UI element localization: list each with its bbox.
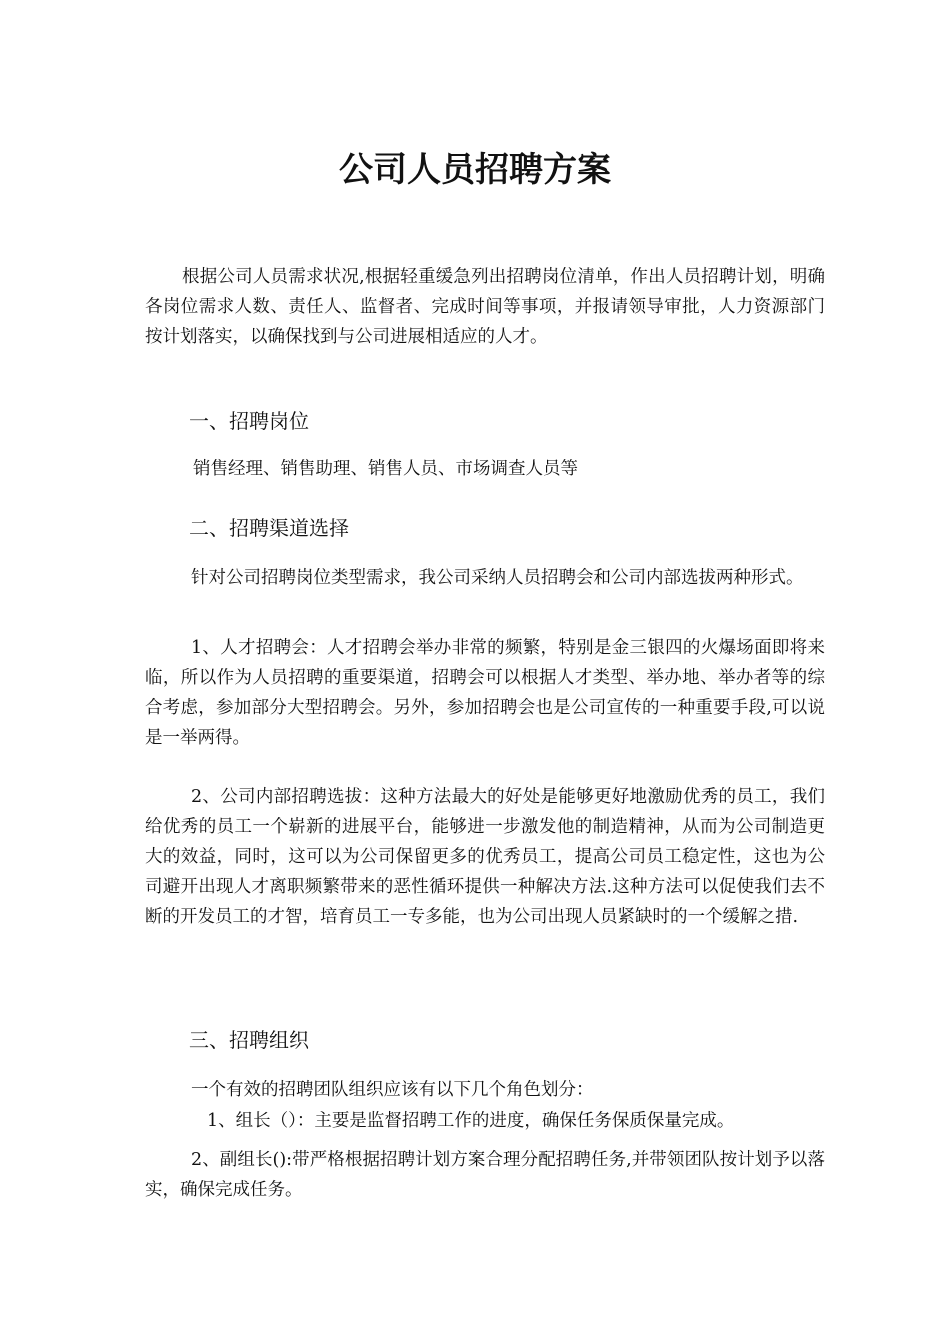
document-title: 公司人员招聘方案 (339, 150, 611, 190)
section-2-paragraph-1: 针对公司招聘岗位类型需求，我公司采纳人员招聘会和公司内部选拔两种形式。 (191, 568, 804, 588)
section-3-paragraph-3: 2、副组长():带严格根据招聘计划方案合理分配招聘任务,并带领团队按计划予以落实，确保完成任务。 (145, 1150, 825, 1200)
section-3-paragraph-1: 一个有效的招聘团队组织应该有以下几个角色划分： (191, 1080, 594, 1100)
section-3-heading: 三、招聘组织 (189, 1028, 309, 1052)
section-3-paragraph-2: 1、组长（）：主要是监督招聘工作的进度，确保任务保质保量完成。 (207, 1111, 735, 1131)
section-2-paragraph-2: 1、人才招聘会：人才招聘会举办非常的频繁，特别是金三银四的火爆场面即将来临，所以作为人员招聘的重要渠道，招聘会可以根据人才类型、举办地、举办者等的综合考虑，参加部分大型招聘会。另外，参加招聘会也是公司宣传的一种重要手段,可以说是一举两得。 (145, 638, 825, 748)
section-2-paragraph-3: 2、公司内部招聘选拔：这种方法最大的好处是能够更好地激励优秀的员工，我们给优秀的员工一个崭新的进展平台，能够进一步激发他的制造精神，从而为公司制造更大的效益，同时，这可以为公司保留更多的优秀员工，提高公司员工稳定性，这也为公司避开出现人才离职频繁带来的恶性循环提供一种解决方法.这种方法可以促使我们去不断的开发员工的才智，培育员工一专多能，也为公司出现人员紧缺时的一个缓解之措. (145, 787, 825, 927)
section-2-heading: 二、招聘渠道选择 (189, 516, 349, 540)
intro-paragraph: 根据公司人员需求状况,根据轻重缓急列出招聘岗位清单，作出人员招聘计划，明确各岗位需求人数、责任人、监督者、完成时间等事项，并报请领导审批，人力资源部门按计划落实，以确保找到与公司进展相适应的人才。 (145, 267, 825, 347)
section-1-heading: 一、招聘岗位 (189, 409, 309, 433)
section-1-text: 销售经理、销售助理、销售人员、市场调查人员等 (193, 459, 578, 479)
